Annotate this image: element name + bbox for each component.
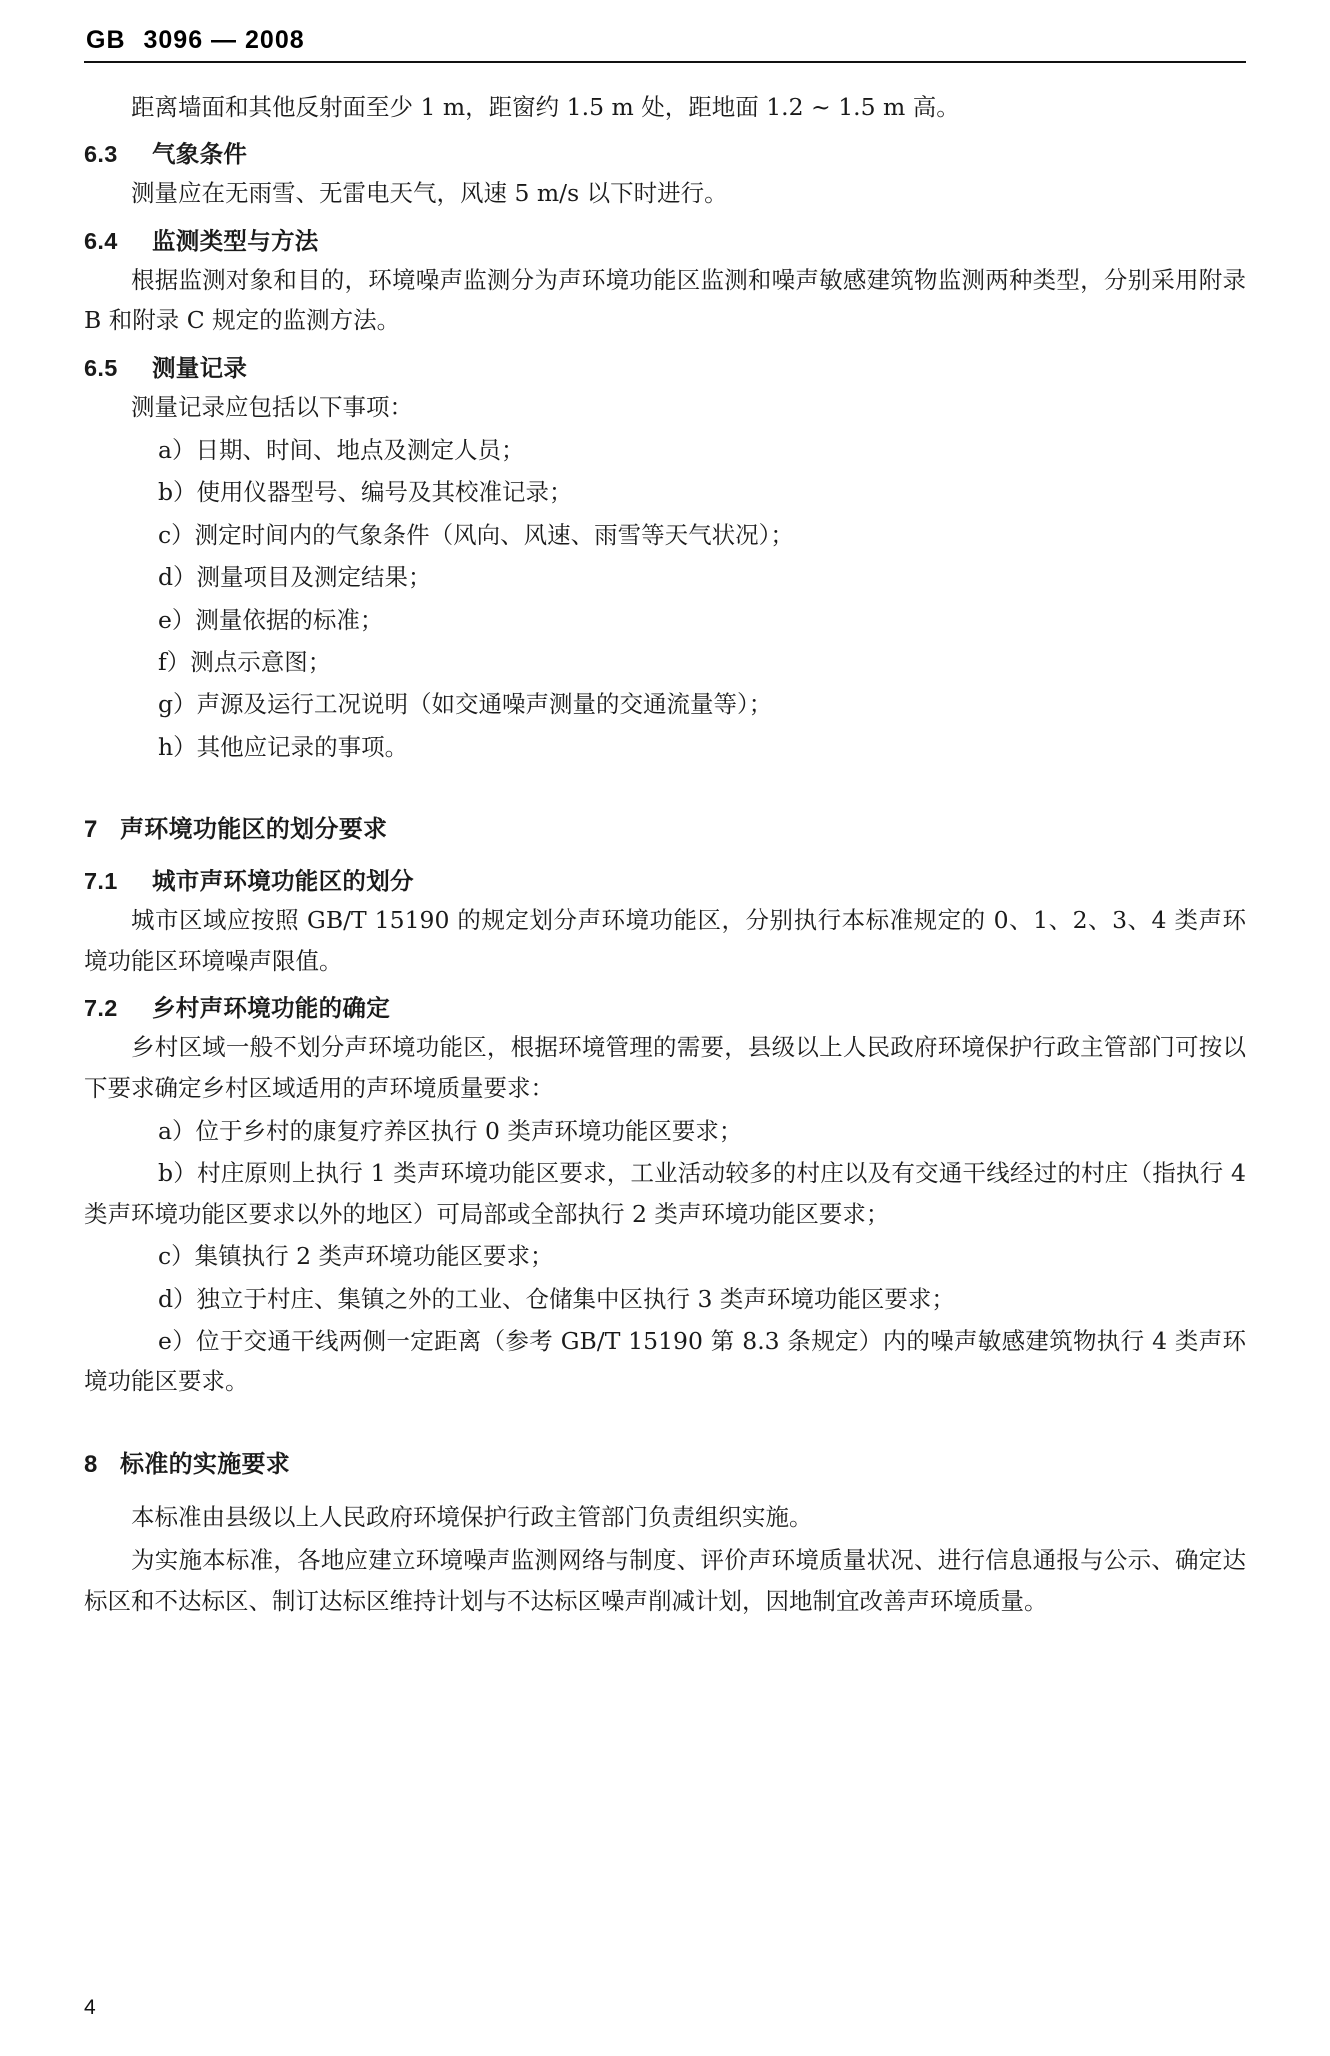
heading-7-title: 声环境功能区的划分要求 [120,816,388,844]
heading-6-4-number: 6.4 [84,227,118,254]
standard-number: 3096 — 2008 [143,26,305,54]
standard-code: GB [86,26,126,54]
list-item: d）独立于村庄、集镇之外的工业、仓储集中区执行 3 类声环境功能区要求； [158,1284,955,1313]
heading-8 [84,1444,1246,1479]
paragraph-7-1: 城市区域应按照 GB/T 15190 的规定划分声环境功能区，分别执行本标准规定的 0、1、2、3、4 类声环境功能区环境噪声限值。 [84,906,1246,975]
paragraph-6-4: 根据监测对象和目的，环境噪声监测分为声环境功能区监测和噪声敏感建筑物监测两种类型，分别采用附录 B 和附录 C 规定的监测方法。 [84,265,1246,335]
list-item: a）位于乡村的康复疗养区执行 0 类声环境功能区要求； [158,1116,743,1145]
list-item: h）其他应记录的事项。 [158,732,409,761]
heading-6-3-number: 6.3 [84,141,118,168]
heading-7-2 [84,989,1246,1023]
heading-7-1 [84,862,1246,896]
heading-7-2-number: 7.2 [84,995,118,1022]
heading-6-3-title: 气象条件 [152,141,248,168]
page-header [84,26,1246,55]
list-item: c）测定时间内的气象条件（风向、风速、雨雪等天气状况）； [158,520,794,549]
paragraph-6-3: 测量应在无雨雪、无雷电天气，风速 5 m/s 以下时进行。 [131,179,728,208]
heading-7-number: 7 [84,816,98,844]
header-divider [84,61,1246,63]
heading-6-4 [84,222,1246,256]
paragraph-8-1: 本标准由县级以上人民政府环境保护行政主管部门负责组织实施。 [131,1502,813,1531]
spacer [84,1404,1246,1414]
heading-6-3 [84,135,1246,169]
paragraph-7-2-lead: 乡村区域一般不划分声环境功能区，根据环境管理的需要，县级以上人民政府环境保护行政主管部门可按以下要求确定乡村区域适用的声环境质量要求： [84,1033,1246,1102]
spacer [84,769,1246,779]
list-item: b）村庄原则上执行 1 类声环境功能区要求，工业活动较多的村庄以及有交通干线经过的村庄（指执行 4 类声环境功能区要求以外的地区）可局部或全部执行 2 类声环境功能区要求； [84,1159,1246,1228]
heading-7-1-title: 城市声环境功能区的划分 [152,868,414,895]
heading-7 [84,809,1246,844]
list-item: c）集镇执行 2 类声环境功能区要求； [158,1242,554,1271]
list-item: e）测量依据的标准； [158,605,384,634]
heading-7-1-number: 7.1 [84,868,118,895]
heading-7-2-title: 乡村声环境功能的确定 [152,995,390,1022]
heading-6-4-title: 监测类型与方法 [152,227,319,254]
paragraph-6-5-lead: 测量记录应包括以下事项： [131,392,413,421]
list-item: b）使用仪器型号、编号及其校准记录； [158,478,573,507]
paragraph-8-2: 为实施本标准，各地应建立环境噪声监测网络与制度、评价声环境质量状况、进行信息通报与公示、确定达标区和不达标区、制订达标区维持计划与不达标区噪声削减计划，因地制宜改善声环境质量。 [84,1546,1246,1615]
heading-6-5-number: 6.5 [84,354,118,381]
intro-paragraph: 距离墙面和其他反射面至少 1 m，距窗约 1.5 m 处，距地面 1.2 ~ 1.5 m 高。 [131,93,960,121]
list-item: e）位于交通干线两侧一定距离（参考 GB/T 15190 第 8.3 条规定）内的噪声敏感建筑物执行 4 类声环境功能区要求。 [84,1326,1246,1396]
heading-6-5 [84,349,1246,383]
heading-8-title: 标准的实施要求 [120,1450,291,1478]
list-item: a）日期、时间、地点及测定人员； [158,436,525,465]
list-item: f）测点示意图； [158,648,332,677]
list-item: d）测量项目及测定结果； [158,563,432,592]
heading-6-5-title: 测量记录 [152,354,248,381]
page-number: 4 [84,1996,96,2019]
list-item: g）声源及运行工况说明（如交通噪声测量的交通流量等）； [158,690,773,719]
heading-8-number: 8 [84,1450,98,1478]
